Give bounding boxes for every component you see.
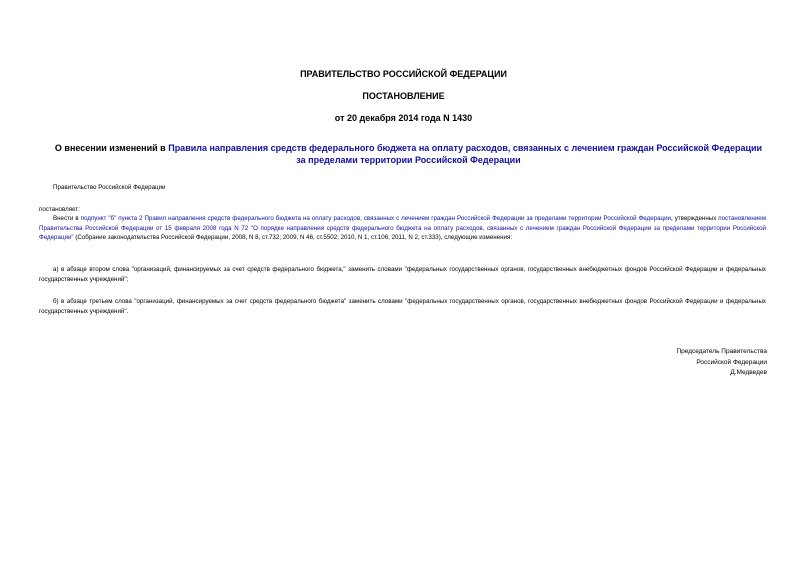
main-text-2: , утвержденных: [671, 215, 719, 222]
resolution-link[interactable]: постановлением Правительства Российской Федерации от 15 февраля 2008 года N 72 "О порядке направления средств федерального бюджета на оплату расходов, связанных с лечением граждан Российской Федерации за пределами территории Российской Федерации": [39, 215, 766, 241]
title-link[interactable]: Правила направления средств федерального бюджета на оплату расходов, связанных с лечением граждан Российской Федерации за пределами территории Российской Федерации: [168, 143, 763, 165]
subparagraph-link[interactable]: подпункт "б" пункта 2 Правил направления средств федерального бюджета на оплату расходов, связанных с лечением граждан Российской Федерации за пределами территории Российской Федерации: [80, 215, 671, 222]
signature-name: Д.Медведев: [730, 369, 767, 376]
main-text-1: Внести в: [53, 215, 81, 222]
signature-country: Российской Федерации: [696, 359, 767, 366]
item-a-paragraph: а) в абзаце втором слова "организаций, финансируемых за счет средств федерального бюджета," заменить словами "федеральных государственных органов, государственных внебюджетных фондов Российской Федерации и федеральных государственных учреждений";: [39, 266, 766, 283]
main-text-3: (Собрание законодательства Российской Федерации, 2008, N 8, ст.732; 2009, N 46, ст.5502; 2010, N 1, ст.106; 2011, N 2, ст.333), следующие изменения:: [73, 234, 513, 241]
government-heading: ПРАВИТЕЛЬСТВО РОССИЙСКОЙ ФЕДЕРАЦИИ: [300, 69, 507, 79]
signature-title: Председатель Правительства: [676, 348, 767, 355]
date-number-heading: от 20 декабря 2014 года N 1430: [334, 113, 473, 123]
document-type-heading: ПОСТАНОВЛЕНИЕ: [362, 91, 445, 101]
government-line: Правительство Российской Федерации: [53, 184, 166, 191]
item-b-paragraph: б) в абзаце третьем слова "организаций, финансируемых за счет средств федерального бюджета" заменить словами "федеральных государственных органов, государственных внебюджетных фондов Российской Федерации и федеральных государственных учреждений".: [39, 298, 766, 315]
title-prefix: О внесении изменений в: [54, 143, 169, 153]
main-paragraph: [39, 214, 766, 243]
document-title: [52, 142, 765, 166]
decree-line: постановляет:: [39, 206, 80, 213]
